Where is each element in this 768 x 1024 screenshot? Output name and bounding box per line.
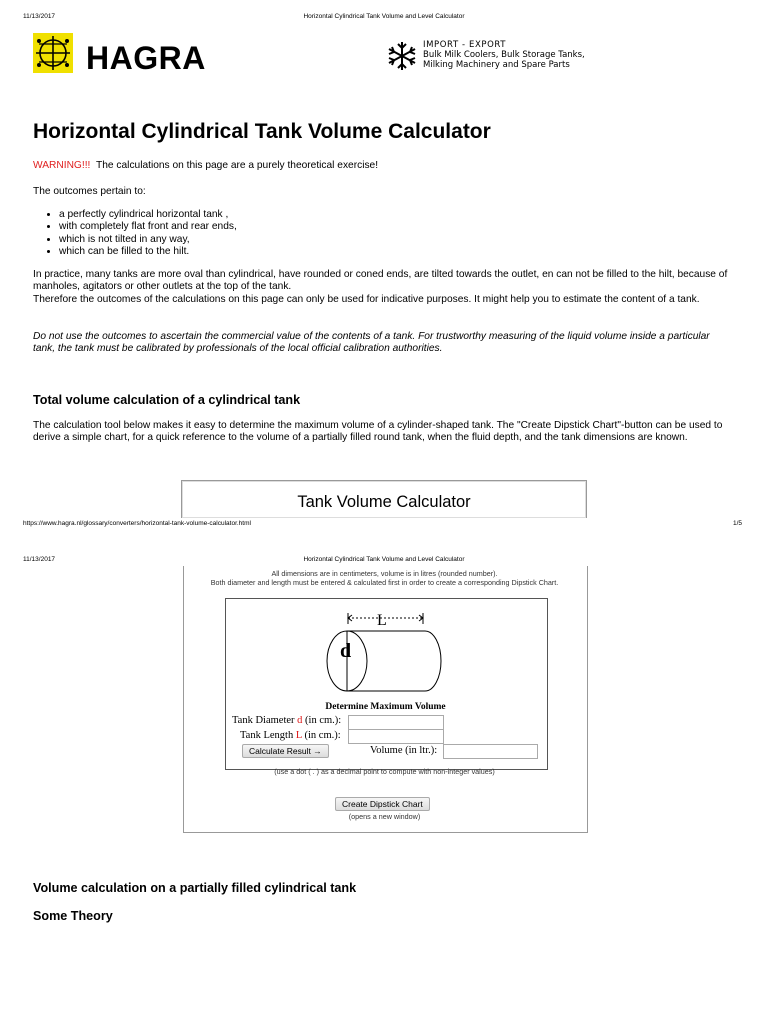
practice-text-2: Therefore the outcomes of the calculations on this page can only be used for indicative purposes. It might help you to estimate the content of a tank.	[33, 293, 700, 305]
list-item: • which is not tilted in any way,	[59, 234, 433, 246]
volume-output[interactable]	[443, 744, 538, 759]
tagline-line-2: Milking Machinery and Spare Parts	[423, 60, 570, 70]
print-footer-page: 1/5	[733, 520, 743, 527]
diameter-label	[232, 715, 341, 726]
page-title: Horizontal Cylindrical Tank Volume Calculator	[33, 120, 491, 143]
snowflake-icon	[386, 40, 418, 72]
length-label-text: Tank Length	[240, 730, 296, 741]
section-total-text: The calculation tool below makes it easy to determine the maximum volume of a cylinder-shaped tank. The "Create Dipstick Chart"-button can be used to derive a simple chart, for a quick reference to the volume of a partially filled round tank, when the fluid depth, and the tank dimensions are known.	[33, 420, 723, 444]
print-date: 11/13/2017	[23, 13, 56, 20]
diagram-length-label: L	[377, 612, 387, 629]
length-letter: L	[295, 730, 302, 741]
diameter-input[interactable]	[348, 715, 444, 730]
calculate-result-button[interactable]: Calculate Result →	[242, 744, 329, 758]
volume-label: Volume (in ltr.):	[370, 745, 438, 756]
brand-tagline	[423, 40, 585, 70]
dipstick-note: (opens a new window)	[348, 812, 421, 821]
calculator-title: Tank Volume Calculator	[297, 493, 471, 511]
calculator-note-2: Both diameter and length must be entered & calculated first in order to create a corresponding Dipstick Chart.	[210, 578, 559, 587]
practice-paragraph	[33, 269, 733, 306]
tagline-heading: IMPORT - EXPORT	[423, 40, 507, 50]
warning-line	[33, 160, 378, 172]
logo-emblem-icon	[33, 33, 73, 73]
section-heading-partial: Volume calculation on a partially filled cylindrical tank	[33, 881, 357, 895]
length-label	[240, 730, 341, 741]
form-heading: Determine Maximum Volume	[325, 702, 446, 712]
disclaimer-text: Do not use the outcomes to ascertain the commercial value of the contents of a tank. For trustworthy measuring of the liquid volume inside a particular tank, the tank must be calibrated by professionals of the local official calibration authorities.	[33, 331, 710, 355]
brand-name: HAGRA	[86, 40, 206, 76]
list-item: • with completely flat front and rear ends,	[59, 221, 433, 233]
diameter-unit: (in cm.):	[302, 715, 342, 726]
calculator-frame-top	[181, 480, 587, 518]
warning-text: The calculations on this page are a purely theoretical exercise!	[96, 160, 379, 171]
warning-label: WARNING!!!	[33, 160, 91, 171]
hagra-logo[interactable]	[33, 33, 73, 73]
print-date-page2: 11/13/2017	[23, 556, 56, 563]
practice-text-1: In practice, many tanks are more oval than cylindrical, have rounded or coned ends, are tilted towards the outlet, en can not be filled to the hilt, because of manholes, agitators or other outlets at the top of the tank.	[33, 269, 728, 293]
decimal-note: (use a dot ( . ) as a decimal point to compute with non-integer values)	[274, 767, 495, 776]
length-unit: (in cm.):	[301, 730, 341, 741]
create-dipstick-chart-button[interactable]: Create Dipstick Chart	[335, 797, 430, 811]
diameter-label-text: Tank Diameter	[232, 715, 298, 726]
print-footer-url: https://www.hagra.nl/glossary/converters/horizontal-tank-volume-calculator.html	[23, 520, 251, 527]
tagline-line-1: Bulk Milk Coolers, Bulk Storage Tanks,	[423, 50, 585, 60]
section-heading-theory: Some Theory	[33, 909, 113, 923]
outcomes-list	[33, 209, 433, 259]
diameter-letter: d	[297, 715, 303, 726]
calculator-note-1: All dimensions are in centimeters, volume is in litres (rounded number).	[271, 569, 498, 578]
list-item: • a perfectly cylindrical horizontal tank ,	[59, 209, 433, 221]
print-title: Horizontal Cylindrical Tank Volume and Level Calculator	[303, 13, 465, 20]
list-item: • which can be filled to the hilt.	[59, 246, 433, 258]
length-input[interactable]	[348, 729, 444, 744]
print-title-page2: Horizontal Cylindrical Tank Volume and Level Calculator	[303, 556, 465, 563]
outcomes-intro: The outcomes pertain to:	[33, 186, 146, 197]
section-heading-total: Total volume calculation of a cylindrical tank	[33, 393, 301, 407]
diagram-diameter-label: d	[340, 640, 352, 662]
